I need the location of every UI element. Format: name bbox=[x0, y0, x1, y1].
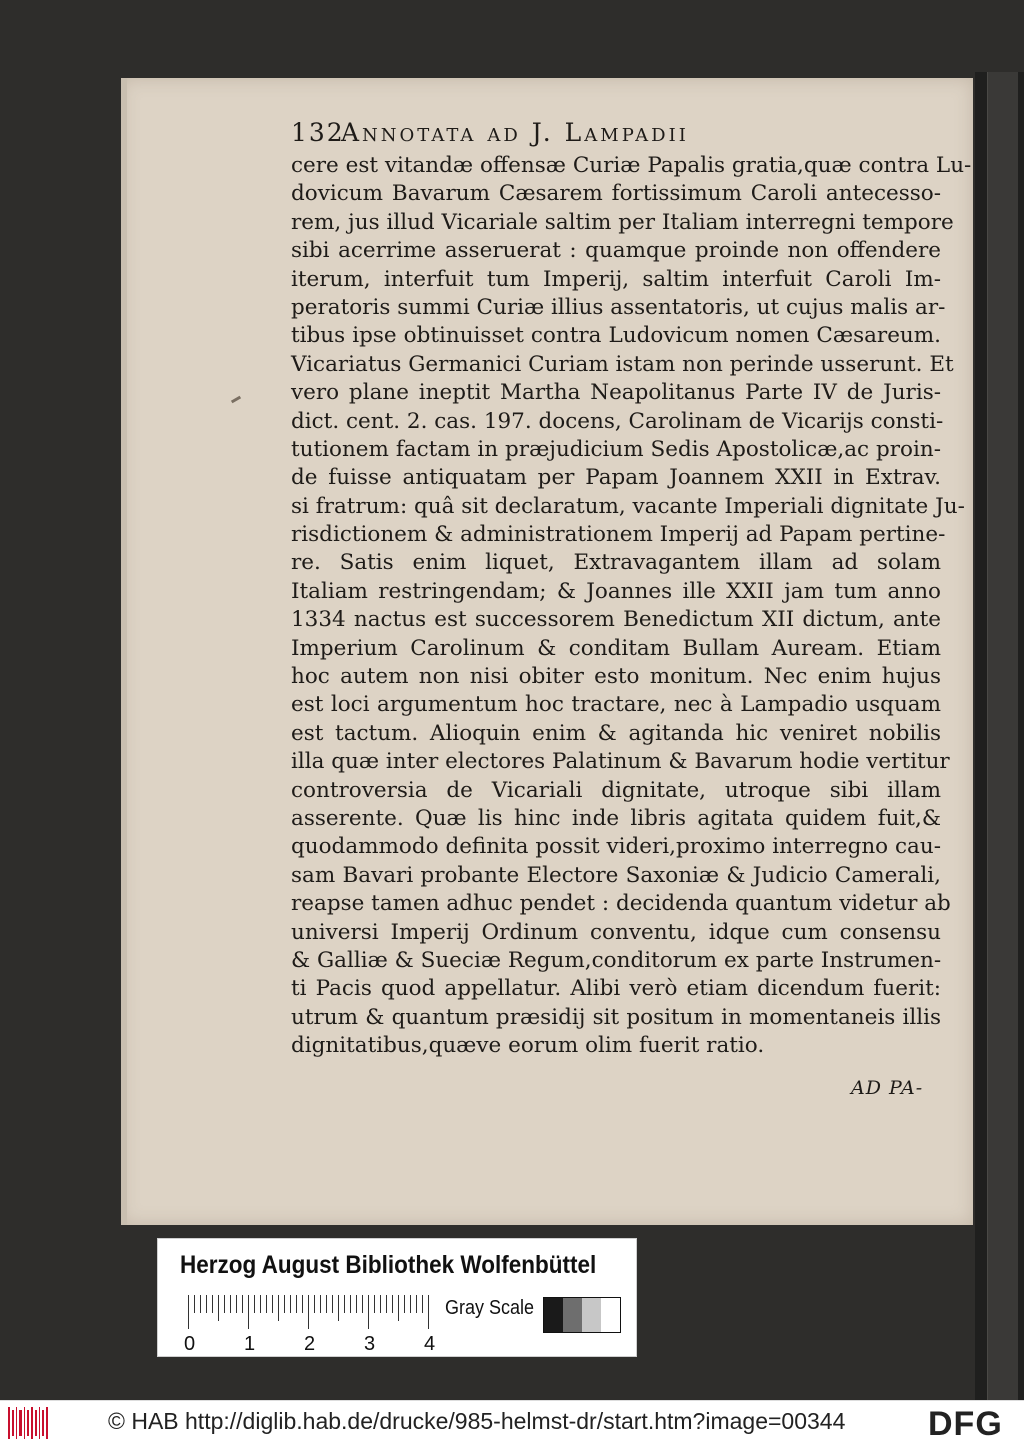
catchword: AD PA- bbox=[851, 1077, 924, 1099]
ruler-tick bbox=[266, 1295, 267, 1313]
ruler-tick bbox=[254, 1295, 255, 1313]
text-line: iterum, interfuit tum Imperij, saltim interfuit Caroli Im- bbox=[291, 266, 941, 292]
ruler-tick bbox=[350, 1295, 351, 1313]
ruler-tick bbox=[272, 1295, 273, 1313]
text-line: reapse tamen adhuc pendet : decidenda quantum videtur ab bbox=[291, 891, 951, 917]
ruler-tick bbox=[224, 1295, 225, 1313]
text-line: dict. cent. 2. cas. 197. docens, Carolinam de Vicarijs consti- bbox=[291, 408, 944, 434]
ruler-tick bbox=[188, 1295, 189, 1329]
ruler-tick bbox=[392, 1295, 393, 1313]
ruler-tick bbox=[296, 1295, 297, 1313]
text-line: universi Imperij Ordinum conventu, idque cum consensu bbox=[291, 919, 941, 945]
ruler-tick bbox=[314, 1295, 315, 1313]
ruler-tick bbox=[398, 1295, 399, 1321]
gray-scale-swatches bbox=[543, 1297, 621, 1333]
gray-swatch bbox=[563, 1298, 582, 1332]
body-text bbox=[291, 152, 972, 1061]
ruler-tick bbox=[410, 1295, 411, 1313]
source-credit[interactable]: © HAB http://diglib.hab.de/drucke/985-helmst-dr/start.htm?image=00344 bbox=[108, 1408, 846, 1434]
text-line: est loci argumentum hoc tractare, nec à Lampadio usquam bbox=[291, 692, 941, 718]
ruler-label: 3 bbox=[364, 1333, 376, 1355]
ruler-tick bbox=[386, 1295, 387, 1313]
card-title: Herzog August Bibliothek Wolfenbüttel bbox=[180, 1251, 597, 1279]
ruler-label: 2 bbox=[304, 1333, 316, 1355]
margin-mark bbox=[231, 396, 241, 404]
ruler-tick bbox=[428, 1295, 429, 1329]
text-line: sam Bavari probante Electore Saxoniæ & Judicio Camerali, bbox=[291, 862, 941, 888]
gray-swatch bbox=[544, 1298, 563, 1332]
ruler-label: 0 bbox=[184, 1333, 196, 1355]
ruler-tick bbox=[242, 1295, 243, 1313]
text-line: sibi acerrime asseruerat : quamque proinde non offendere bbox=[291, 238, 941, 264]
footer-bar bbox=[0, 1400, 1024, 1445]
ruler-tick bbox=[416, 1295, 417, 1313]
text-line: peratoris summi Curiæ illius assentatoris, ut cujus malis ar- bbox=[291, 294, 946, 320]
ruler-tick bbox=[422, 1295, 423, 1313]
ruler-tick bbox=[278, 1295, 279, 1321]
gray-swatch bbox=[582, 1298, 601, 1332]
ruler-tick bbox=[206, 1295, 207, 1313]
ruler-tick bbox=[284, 1295, 285, 1313]
text-line: est tactum. Alioquin enim & agitanda hic veniret nobilis bbox=[291, 720, 941, 746]
ruler-tick bbox=[248, 1295, 249, 1329]
text-line: ti Pacis quod appellatur. Alibi verò etiam dicendum fuerit: bbox=[291, 976, 941, 1002]
ruler-label: 4 bbox=[424, 1333, 436, 1355]
ruler-tick bbox=[356, 1295, 357, 1313]
ruler-tick bbox=[194, 1295, 195, 1313]
ruler-tick bbox=[338, 1295, 339, 1321]
hab-logo-icon bbox=[8, 1407, 48, 1439]
text-line: 1334 nactus est successorem Benedictum XII dictum, ante bbox=[291, 607, 941, 633]
text-line: dignitatibus,quæve eorum olim fuerit ratio. bbox=[291, 1033, 765, 1059]
text-line: vero plane ineptit Martha Neapolitanus Parte IV de Juris- bbox=[291, 380, 941, 406]
gray-swatch bbox=[601, 1298, 620, 1332]
text-line: si fratrum: quâ sit declaratum, vacante Imperiali dignitate Ju- bbox=[291, 493, 965, 519]
color-reference-card bbox=[157, 1238, 637, 1357]
page-gutter-shade bbox=[121, 78, 127, 1225]
ruler-tick bbox=[326, 1295, 327, 1313]
text-line: & Galliæ & Sueciæ Regum,conditorum ex parte Instrumen- bbox=[291, 947, 942, 973]
ruler-tick bbox=[212, 1295, 213, 1313]
text-line: illa quæ inter electores Palatinum & Bavarum hodie vertitur bbox=[291, 749, 950, 775]
ruler-tick bbox=[368, 1295, 369, 1329]
text-line: asserente. Quæ lis hinc inde libris agitata quidem fuit,& bbox=[291, 805, 941, 831]
ruler-tick bbox=[332, 1295, 333, 1313]
ruler-tick bbox=[308, 1295, 309, 1329]
book-edge-strip bbox=[987, 72, 1018, 1400]
ruler-tick bbox=[236, 1295, 237, 1313]
text-line: rem, jus illud Vicariale saltim per Italiam interregni tempore bbox=[291, 209, 954, 235]
ruler-label: 1 bbox=[244, 1333, 256, 1355]
running-title: Annotata ad J. Lampadii bbox=[341, 118, 689, 147]
text-line: hoc autem non nisi obiter esto monitum. Nec enim hujus bbox=[291, 664, 941, 690]
book-edge bbox=[975, 72, 1024, 1400]
ruler-tick bbox=[320, 1295, 321, 1313]
text-line: tutionem factam in præjudicium Sedis Apostolicæ,ac proin- bbox=[291, 436, 941, 462]
ruler bbox=[188, 1295, 443, 1329]
ruler-tick bbox=[344, 1295, 345, 1313]
text-line: dovicum Bavarum Cæsarem fortissimum Caroli antecesso- bbox=[291, 181, 941, 207]
text-line: re. Satis enim liquet, Extravagantem illam ad solam bbox=[291, 550, 941, 576]
text-line: quodammodo definita possit videri,proximo interregno cau- bbox=[291, 834, 941, 860]
page-number: 132 bbox=[291, 118, 345, 147]
ruler-tick bbox=[302, 1295, 303, 1313]
ruler-tick bbox=[362, 1295, 363, 1313]
book-page bbox=[121, 78, 973, 1225]
ruler-tick bbox=[230, 1295, 231, 1313]
text-line: utrum & quantum præsidij sit positum in momentaneis illis bbox=[291, 1004, 941, 1030]
text-line: cere est vitandæ offensæ Curiæ Papalis gratia,quæ contra Lu- bbox=[291, 153, 972, 178]
ruler-tick bbox=[380, 1295, 381, 1313]
text-line: Italiam restringendam; & Joannes ille XXII jam tum anno bbox=[291, 578, 941, 604]
ruler-tick bbox=[260, 1295, 261, 1313]
ruler-tick bbox=[218, 1295, 219, 1321]
text-line: controversia de Vicariali dignitate, utroque sibi illam bbox=[291, 777, 941, 803]
ruler-tick bbox=[404, 1295, 405, 1313]
text-line: risdictionem & administrationem Imperij ad Papam pertine- bbox=[291, 522, 946, 548]
text-line: Vicariatus Germanici Curiam istam non perinde usserunt. Et bbox=[291, 351, 954, 377]
dfg-logo: DFG bbox=[928, 1405, 1003, 1443]
gray-scale-label: Gray Scale bbox=[445, 1297, 535, 1319]
text-line: Imperium Carolinum & conditam Bullam Auream. Etiam bbox=[291, 635, 941, 661]
ruler-tick bbox=[290, 1295, 291, 1313]
ruler-tick bbox=[374, 1295, 375, 1313]
text-line: de fuisse antiquatam per Papam Joannem XXII in Extrav. bbox=[291, 465, 941, 491]
running-head bbox=[291, 118, 851, 148]
ruler-tick bbox=[200, 1295, 201, 1313]
text-line: tibus ipse obtinuisset contra Ludovicum nomen Cæsareum. bbox=[291, 323, 941, 349]
